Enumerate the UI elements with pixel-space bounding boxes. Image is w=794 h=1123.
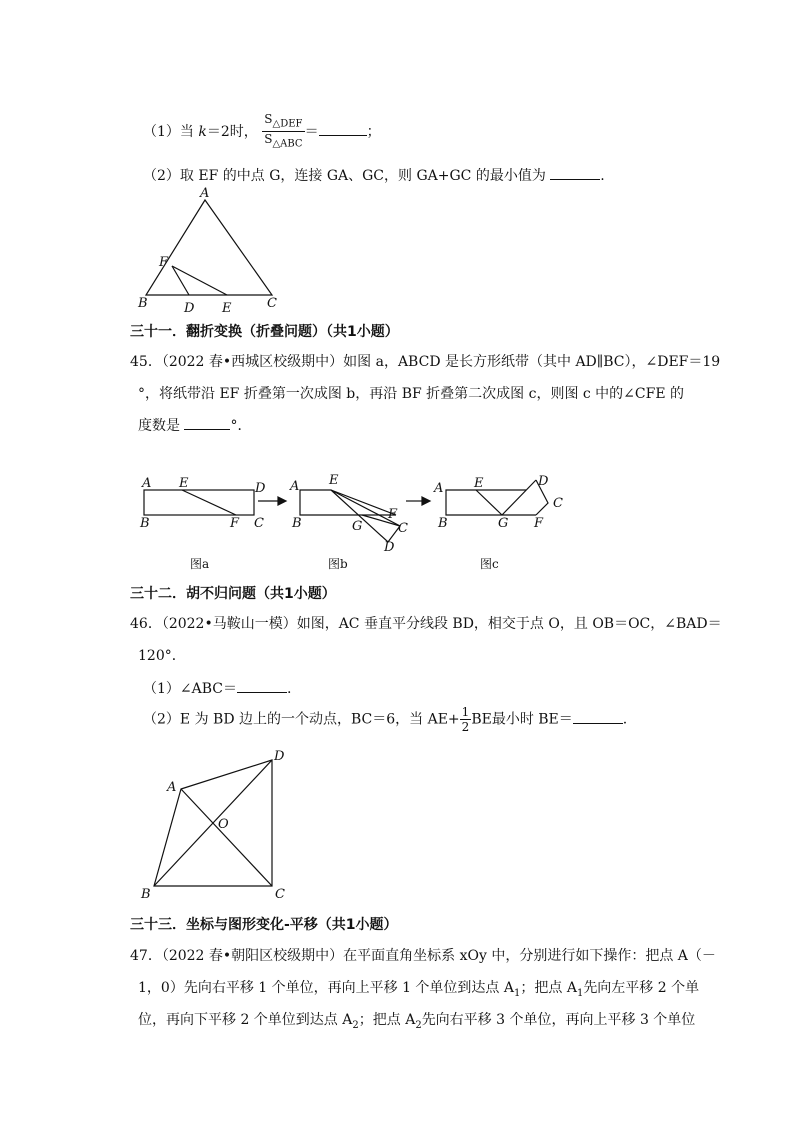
q46-part2-c: . — [622, 711, 628, 728]
q46-half-fraction — [460, 705, 472, 734]
q47-line2-a: 1，0）先向右平移 1 个单位，再向上平移 1 个单位到达点 A — [138, 980, 514, 996]
q45-line2: °，将纸带沿 EF 折叠第一次成图 b，再沿 BF 折叠第二次成图 c，则图 c 中的∠CFE 的 — [138, 386, 685, 402]
frac-num-s: S — [264, 112, 273, 126]
fig-a-label-e: E — [179, 476, 189, 491]
fig-c-label-b: B — [438, 516, 448, 531]
frac-num-sub: △DEF — [272, 118, 303, 130]
q44-triangle-figure — [130, 186, 290, 316]
fig-a-label-b: B — [140, 516, 150, 531]
fig-a-label-a: A — [142, 476, 152, 491]
q45-line1: 45．（2022 春•西城区校级期中）如图 a，ABCD 是长方形纸带（其中 AD∥BC），∠DEF＝19 — [130, 354, 721, 370]
label-f: F — [159, 255, 169, 270]
q46-line2: 120°． — [138, 648, 186, 664]
q44-part2-text: （2）取 EF 的中点 G，连接 GA、GC，则 GA+GC 的最小值为 — [143, 168, 551, 184]
fig-c-label-e: E — [474, 476, 484, 491]
fig-b-label-e: E — [329, 473, 339, 488]
q45-folding-figures — [130, 468, 580, 580]
q47-line3 — [138, 1009, 695, 1031]
label-e: E — [222, 301, 232, 316]
section-title: 三十三．坐标与图形变化-平移（共1小题） — [130, 917, 398, 933]
q45-line3-b: °． — [230, 418, 252, 434]
strip-abcd — [144, 490, 254, 515]
q46-part2-a: （2）E 为 BD 边上的一个动点，BC＝6，当 AE+ — [143, 711, 460, 728]
frac-den-sub: △ABC — [272, 138, 303, 150]
arrow-right-icon — [258, 497, 286, 505]
fig-b-label-b: B — [292, 516, 302, 531]
label-o: O — [218, 817, 229, 832]
frac-den-s: S — [264, 132, 273, 147]
answer-blank — [319, 121, 367, 136]
frac-den: 2 — [461, 720, 470, 734]
fig-a-label-f: F — [230, 516, 240, 531]
answer-blank — [184, 415, 230, 430]
q44-eq2: ＝ — [304, 123, 319, 140]
label-a: A — [167, 780, 177, 795]
figure-c — [433, 474, 563, 571]
q44-part1 — [143, 112, 381, 152]
q45-line3 — [138, 415, 251, 435]
fig-c-label-a: A — [434, 481, 444, 496]
answer-blank — [550, 165, 600, 180]
q46-quadrilateral-figure — [135, 745, 295, 905]
fig-b-label-f: F — [388, 507, 398, 522]
q47-line3-a: 位，再向下平移 2 个单位到达点 A — [138, 1012, 353, 1028]
label-d: D — [274, 749, 285, 764]
strip-b — [300, 490, 396, 515]
q46-part2 — [143, 705, 627, 734]
q46-part1-b: . — [287, 681, 292, 697]
label-c: C — [275, 887, 285, 902]
fig-c-caption: 图c — [480, 557, 499, 571]
arrow-right-icon — [406, 497, 430, 505]
fig-c-label-c: C — [553, 496, 563, 511]
section-title: 三十二．胡不归问题（共1小题） — [130, 586, 336, 602]
q47-line2 — [138, 977, 699, 999]
q47-line2-c: 先向左平移 2 个单 — [583, 980, 700, 996]
answer-blank — [573, 709, 623, 724]
label-b: B — [138, 296, 148, 311]
q45-line3-a: 度数是 — [138, 418, 185, 434]
section-title: 三十一．翻折变换（折叠问题）（共1小题） — [130, 324, 399, 340]
sub-2: 2 — [352, 1019, 359, 1031]
q44-part2-end: . — [600, 168, 605, 184]
label-c: C — [267, 296, 277, 311]
label-b: B — [141, 887, 151, 902]
fig-c-label-d: D — [538, 474, 549, 489]
sub-1: 1 — [576, 987, 584, 999]
fig-b-label-d: D — [384, 540, 395, 555]
fold-line-ef-b — [331, 490, 396, 515]
label-d: D — [184, 301, 195, 316]
fig-c-label-g: G — [498, 516, 509, 531]
q46-part2-b: BE最小时 BE＝ — [471, 711, 573, 728]
diagonal-ac — [181, 789, 272, 886]
label-a: A — [200, 186, 210, 201]
q47-line3-c: 先向右平移 3 个单位，再向上平移 3 个单位 — [421, 1012, 696, 1028]
q44-area-ratio — [262, 112, 304, 152]
q46-line1: 46．（2022•马鞍山一模）如图，AC 垂直平分线段 BD，相交于点 O，且 OB＝OC，∠BAD＝ — [130, 616, 722, 632]
fig-a-label-d: D — [255, 481, 266, 496]
q47-line2-b: ；把点 A — [520, 980, 577, 996]
fold-line-c3 — [502, 480, 536, 515]
figure-b — [289, 473, 408, 571]
sub-2: 2 — [415, 1019, 422, 1031]
fold-line-ef — [182, 490, 236, 515]
frac-num: 1 — [461, 705, 470, 719]
q44-eq: ＝2时， — [206, 123, 258, 140]
fig-a-label-c: C — [254, 516, 264, 531]
fig-c-label-f: F — [534, 516, 544, 531]
q44-k: k — [198, 123, 207, 140]
fig-a-caption: 图a — [190, 557, 210, 571]
q46-part1-a: （1）∠ABC＝ — [143, 681, 238, 697]
q44-part1-label: （1）当 — [143, 123, 199, 140]
q44-part2 — [143, 165, 605, 185]
fig-b-label-a: A — [290, 479, 300, 494]
q46-part1 — [143, 678, 291, 698]
q47-line1: 47．（2022 春•朝阳区校级期中）在平面直角坐标系 xOy 中，分别进行如下操作：把点 A（－ — [130, 948, 716, 964]
answer-blank — [237, 678, 287, 693]
q47-line3-b: ；把点 A — [358, 1012, 416, 1028]
fig-b-label-g: G — [352, 519, 363, 534]
figure-a — [139, 476, 266, 571]
fig-b-caption: 图b — [328, 557, 348, 571]
triangle-abc — [146, 200, 272, 295]
fig-b-label-c: C — [398, 521, 408, 536]
fold-line-c1 — [476, 490, 502, 515]
q44-end: ； — [366, 123, 381, 140]
sub-1: 1 — [514, 987, 521, 999]
